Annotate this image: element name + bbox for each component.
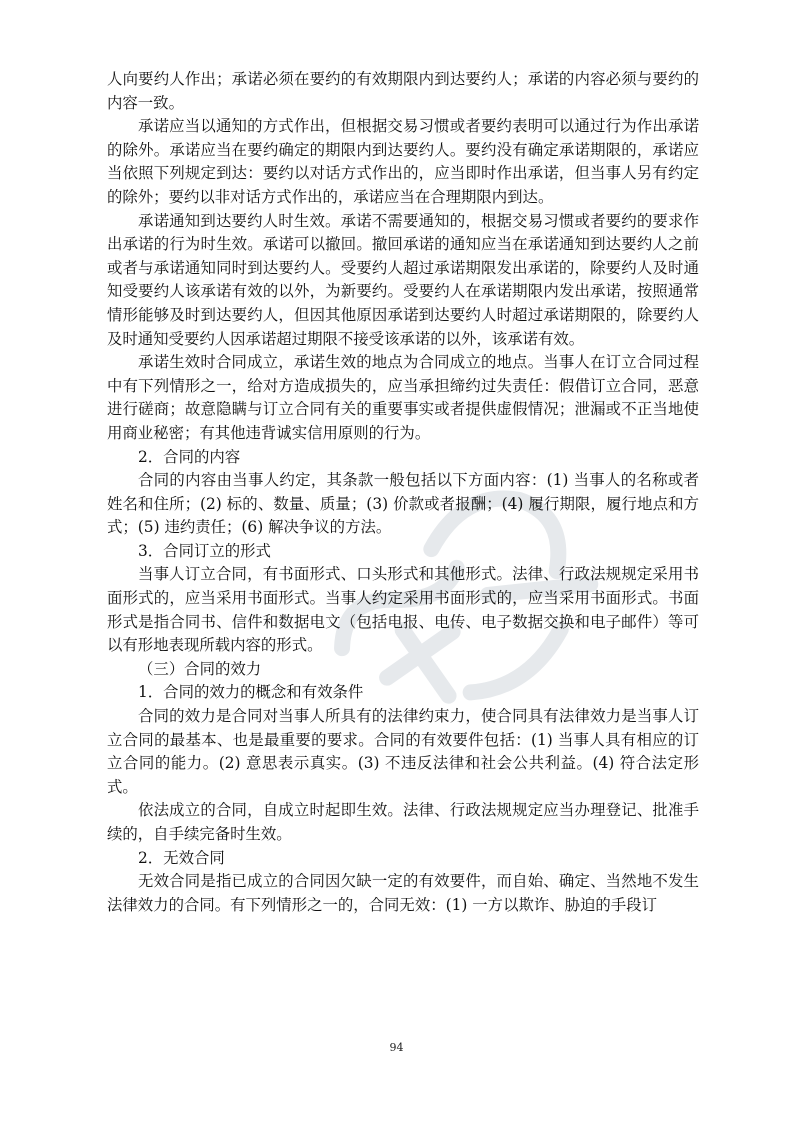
paragraph: 当事人订立合同，有书面形式、口头形式和其他形式。法律、行政法规规定采用书面形式的，应当采用书面形式。当事人约定采用书面形式的，应当采用书面形式。书面形式是指合同书、信件和数据电文（包括电报、电传、电子数据交换和电子邮件）等可以有形地表现所载内容的形式。 — [107, 565, 699, 655]
paragraph: 合同的内容由当事人约定，其条款一般包括以下方面内容：(1) 当事人的名称或者姓名和住所；(2) 标的、数量、质量；(3) 价款或者报酬；(4) 履行期限，履行地点和方式；(5) 违约责任；(6) 解决争议的方法。 — [107, 471, 699, 537]
paragraph: 依法成立的合同，自成立时起即生效。法律、行政法规规定应当办理登记、批准手续的，自手续完备时生效。 — [107, 801, 699, 843]
paragraph: 承诺通知到达要约人时生效。承诺不需要通知的，根据交易习惯或者要约的要求作出承诺的行为时生效。承诺可以撤回。撤回承诺的通知应当在承诺通知到达要约人之前或者与承诺通知同时到达要约人。受要约人超过承诺期限发出承诺的，除要约人及时通知受要约人该承诺有效的以外，为新要约。受要约人在承诺期限内发出承诺，按照通常情形能够及时到达要约人，但因其他原因承诺到达要约人时超过承诺期限的，除要约人及时通知受要约人因承诺超过期限不接受该承诺的以外，该承诺有效。 — [107, 211, 699, 348]
paragraph: 2．合同的内容 — [138, 447, 241, 466]
page-number: 94 — [389, 1041, 404, 1054]
paragraph: 2．无效合同 — [138, 848, 225, 867]
paragraph: （三）合同的效力 — [138, 659, 262, 678]
paragraph: 合同的效力是合同对当事人所具有的法律约束力，使合同具有法律效力是当事人订立合同的最基本、也是最重要的要求。合同的有效要件包括：(1) 当事人具有相应的订立合同的能力。(2) 意思表示真实。(3) 不违反法律和社会公共利益。(4) 符合法定形式。 — [107, 707, 699, 796]
paragraph: 无效合同是指已成立的合同因欠缺一定的有效要件，而自始、确定、当然地不发生法律效力的合同。有下列情形之一的，合同无效：(1) 一方以欺诈、胁迫的手段订 — [107, 872, 699, 914]
paragraph: 人向要约人作出；承诺必须在要约的有效期限内到达要约人；承诺的内容必须与要约的内容一致。 — [107, 70, 699, 112]
paragraph: 承诺应当以通知的方式作出，但根据交易习惯或者要约表明可以通过行为作出承诺的除外。承诺应当在要约确定的期限内到达要约人。要约没有确定承诺期限的，承诺应当依照下列规定到达：要约以对话方式作出的，应当即时作出承诺，但当事人另有约定的除外；要约以非对话方式作出的，承诺应当在合理期限内到达。 — [107, 117, 699, 206]
paragraph: 1．合同的效力的概念和有效条件 — [138, 683, 364, 702]
paragraph: 3．合同订立的形式 — [138, 541, 271, 560]
paragraph: 承诺生效时合同成立，承诺生效的地点为合同成立的地点。当事人在订立合同过程中有下列情形之一，给对方造成损失的，应当承担缔约过失责任：假借订立合同，恶意进行磋商；故意隐瞒与订立合同有关的重要事实或者提供虚假情况；泄漏或不正当地使用商业秘密；有其他违背诚实信用原则的行为。 — [107, 353, 699, 442]
document-body — [107, 68, 699, 917]
